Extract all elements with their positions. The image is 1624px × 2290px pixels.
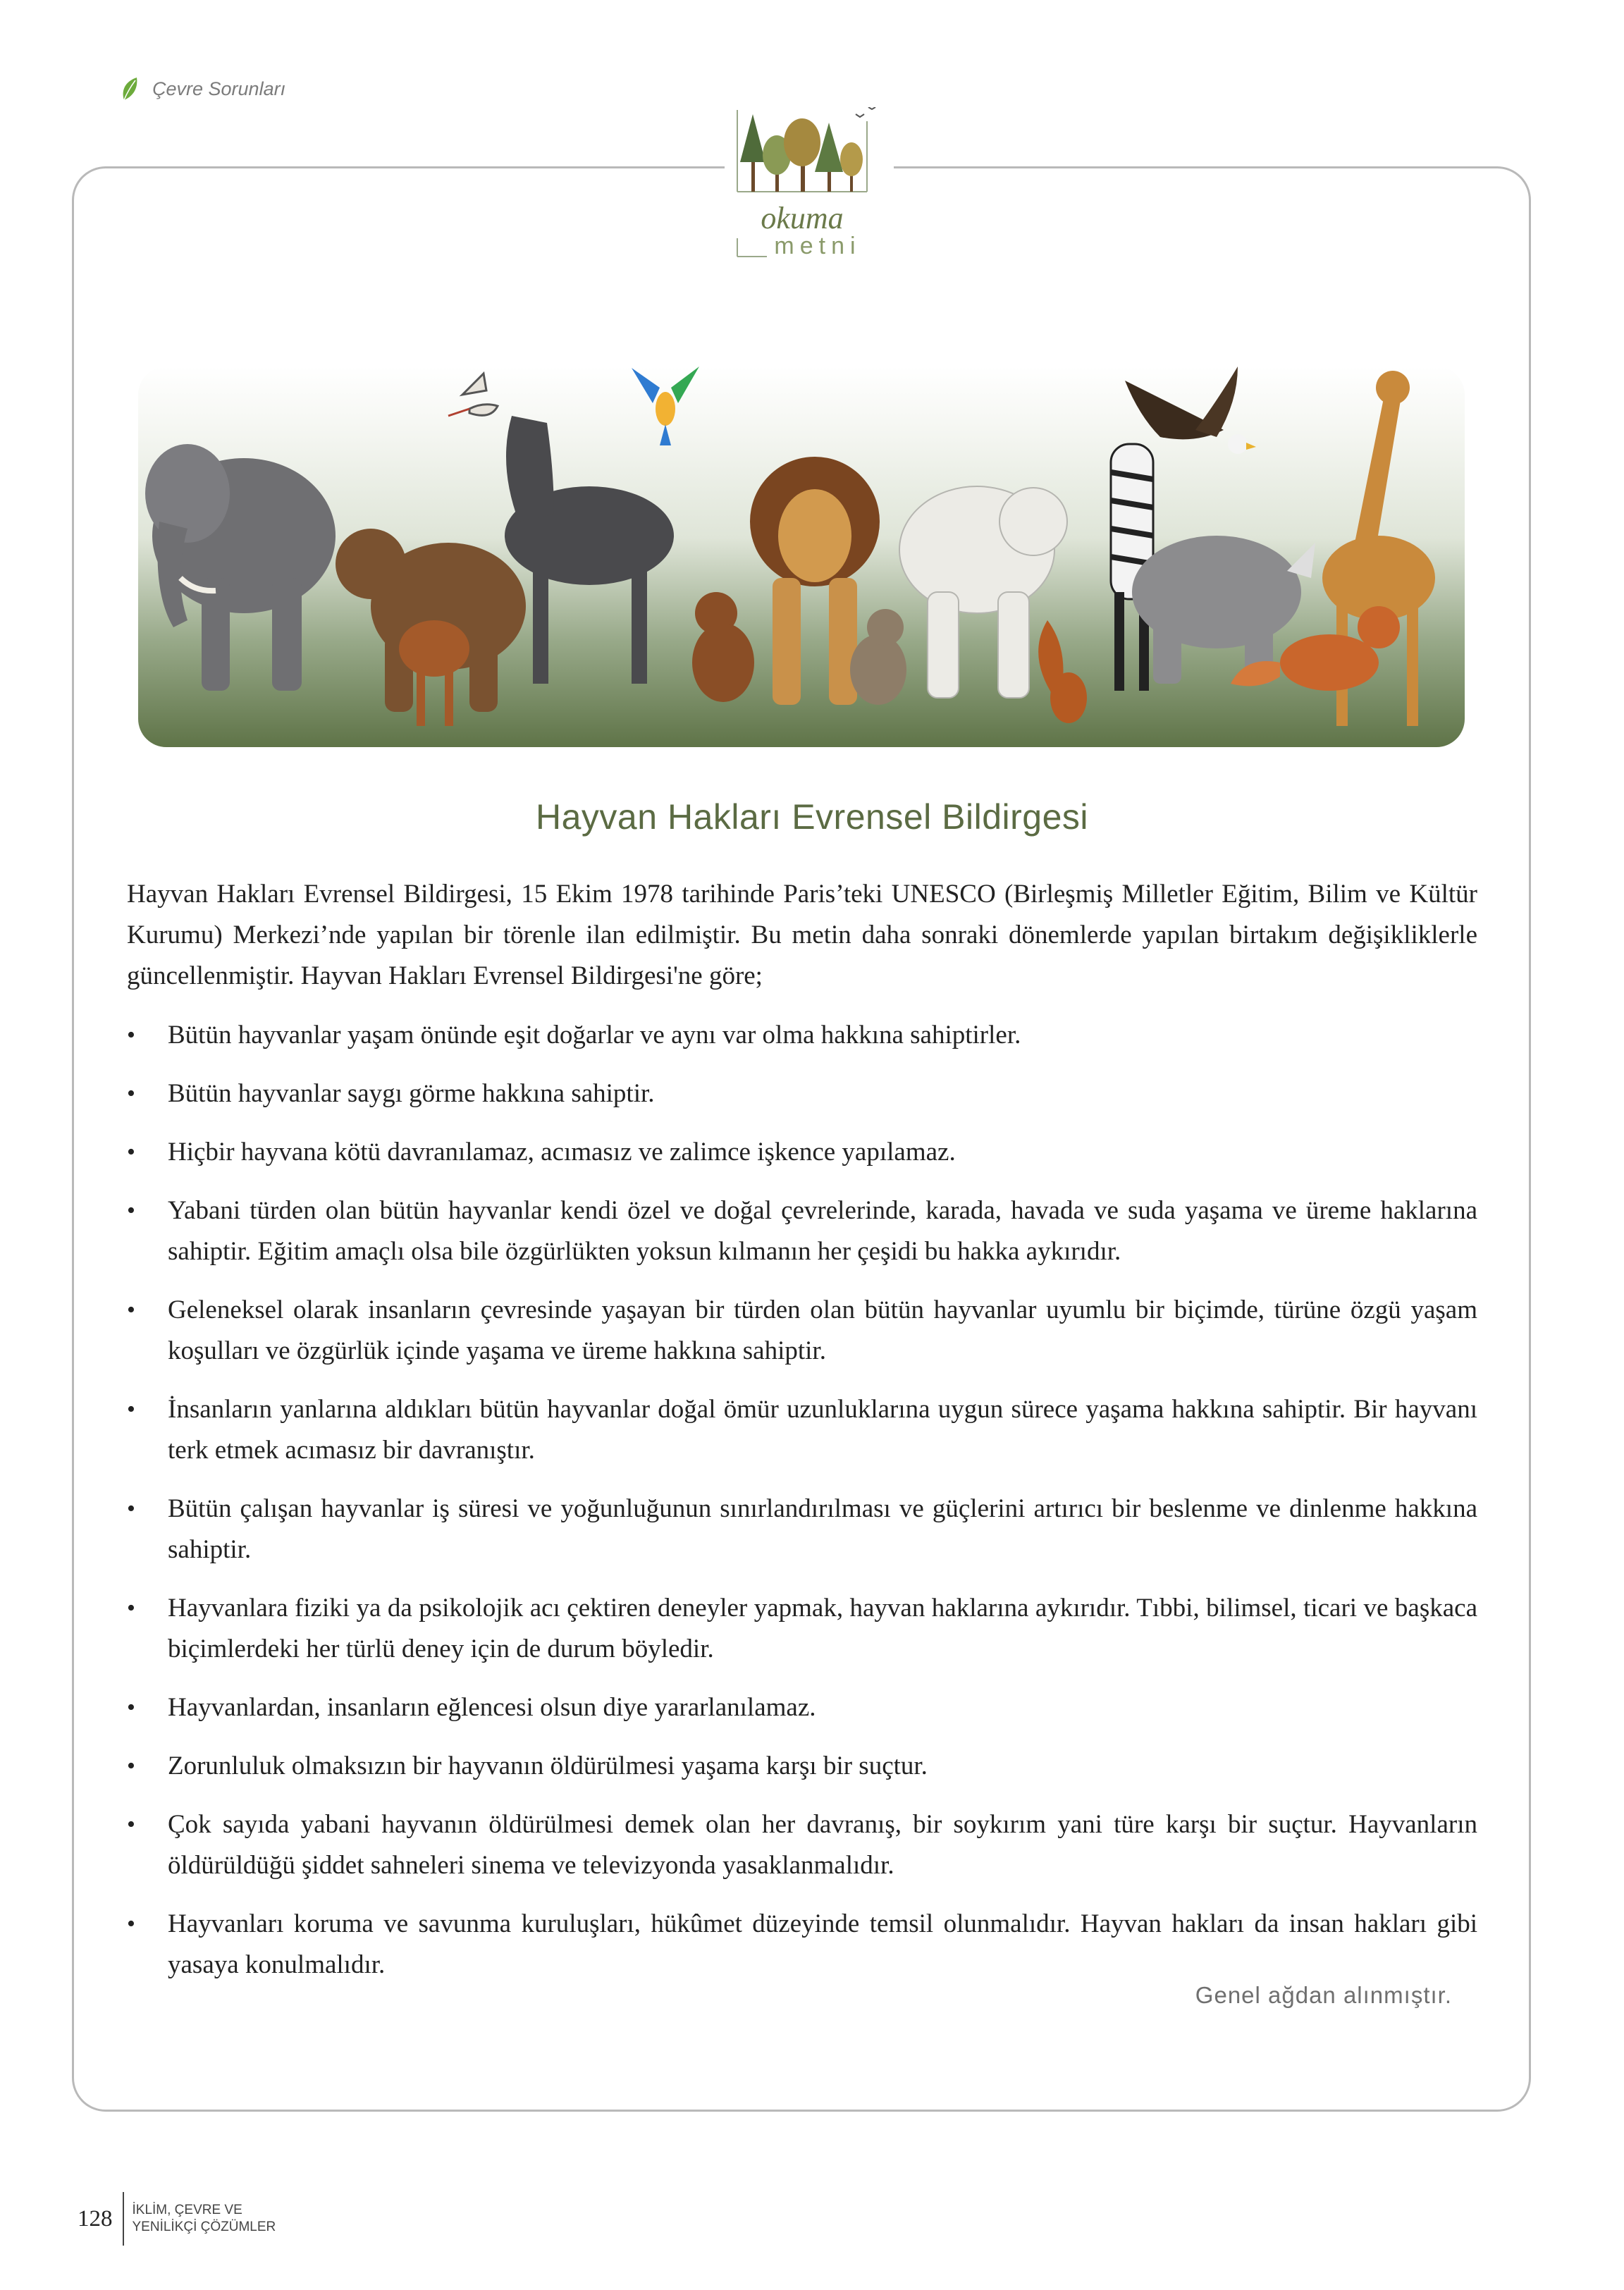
bullet: • (127, 1496, 135, 1522)
book-title (133, 2202, 276, 2236)
list-item (127, 1588, 1477, 1670)
book-title-line2: YENİLİKÇİ ÇÖZÜMLER (132, 2220, 276, 2234)
list-item (127, 1132, 1477, 1173)
bullet: • (127, 1297, 135, 1323)
bullet: • (127, 1694, 135, 1720)
bullet: • (127, 1396, 135, 1422)
monkey-icon (692, 592, 754, 702)
list-item-text: Hiçbir hayvana kötü davranılamaz, acımasız ve zalimce işkence yapılamaz. (168, 1138, 956, 1166)
section-title: Çevre Sorunları (152, 78, 286, 99)
animals-illustration (138, 367, 1465, 747)
list-item-text: Çok sayıda yabani hayvanın öldürülmesi demek olan her davranış, bir soykırım yani türe karşı bir suçtur. Hayvanların öldürüldüğü şiddet sahneleri sinema ve televizyonda yasaklanmalıdır. (168, 1810, 1477, 1880)
elephant-icon (145, 444, 336, 691)
book-title-line1: İKLİM, ÇEVRE VE (132, 2203, 242, 2217)
list-item-text: Yabani türden olan bütün hayvanlar kendi özel ve doğal çevrelerinde, karada, havada ve suda yaşama ve üreme haklarına sahiptir. Eğitim amaçlı olsa bile özgürlükten yoksun kılmanın her çeşidi bu hakka aykırıdır. (168, 1196, 1477, 1266)
list-item (127, 1190, 1477, 1272)
leaf-icon (120, 76, 140, 101)
bullet: • (127, 1911, 135, 1937)
bullet: • (127, 1081, 135, 1107)
bullet: • (127, 1595, 135, 1621)
rights-list (127, 1015, 1477, 2003)
list-item (127, 1804, 1477, 1886)
okuma-metni-logo (725, 107, 894, 273)
bullet: • (127, 1811, 135, 1837)
list-item (127, 1073, 1477, 1114)
footer-divider (123, 2192, 124, 2246)
list-item-text: Hayvanlara fiziki ya da psikolojik acı çektiren deneyler yapmak, hayvan haklarına aykırıdır. Tıbbi, bilimsel, ticari ve başkaca biçimlerdeki her türlü deney için de durum böyledir. (168, 1594, 1477, 1663)
source-note: Genel ağdan alınmıştır. (1195, 1982, 1452, 2008)
bullet: • (127, 1198, 135, 1224)
parrot-icon (632, 367, 699, 445)
intro-paragraph: Hayvan Hakları Evrensel Bildirgesi, 15 Ekim 1978 tarihinde Paris’teki UNESCO (Birleşmiş Milletler Eğitim, Bilim ve Kültür Kurumu) Merkezi’nde yapılan bir törenle ilan edilmiştir. Bu metin daha sonraki dönemlerde yapılan birtakım değişikliklerle güncellenmiştir. Hayvan Hakları Evrensel Bildirgesi'ne göre; (127, 880, 1477, 990)
list-item-text: İnsanların yanlarına aldıkları bütün hayvanlar doğal ömür uzunluklarına uygun sürece yaşama hakkına sahiptir. Bir hayvanı terk etmek acımasız bir davranıştır. (168, 1395, 1477, 1465)
bullet: • (127, 1139, 135, 1165)
page-header (120, 68, 285, 110)
bullet: • (127, 1753, 135, 1779)
list-item-text: Bütün çalışan hayvanlar iş süresi ve yoğunluğunun sınırlandırılması ve güçlerini artırıcı bir beslenme ve dinlenme hakkına sahiptir. (168, 1494, 1477, 1564)
stork-icon (448, 374, 498, 416)
list-item (127, 1389, 1477, 1471)
list-item (127, 1904, 1477, 1986)
page-number: 128 (78, 2205, 113, 2231)
squirrel-icon (1038, 620, 1087, 723)
list-item (127, 1290, 1477, 1372)
list-item-text: Geleneksel olarak insanların çevresinde yaşayan bir türden olan bütün hayvanlar uyumlu bir biçimde, türüne özgü yaşam koşulları ve özgürlük içinde yaşama ve üreme hakkına sahiptir. (168, 1295, 1477, 1365)
eagle-icon (1125, 367, 1256, 454)
logo-line2: metni (774, 233, 861, 259)
bullet: • (127, 1022, 135, 1048)
logo-line1: okuma (761, 201, 844, 235)
list-item-text: Zorunluluk olmaksızın bir hayvanın öldürülmesi yaşama karşı bir suçtur. (168, 1752, 928, 1780)
bear-icon (336, 529, 526, 712)
list-item (127, 1489, 1477, 1570)
article-title: Hayvan Hakları Evrensel Bildirgesi (536, 797, 1088, 837)
page-footer (78, 2191, 276, 2247)
tree-icon (740, 114, 863, 192)
list-item-text: Hayvanlardan, insanların eğlencesi olsun diye yararlanılamaz. (168, 1693, 816, 1722)
list-item-text: Bütün hayvanlar yaşam önünde eşit doğarlar ve aynı var olma hakkına sahiptirler. (168, 1021, 1021, 1049)
list-item-text: Bütün hayvanlar saygı görme hakkına sahiptir. (168, 1079, 655, 1108)
list-item (127, 1015, 1477, 1056)
list-item (127, 1746, 1477, 1787)
list-item-text: Hayvanları koruma ve savunma kuruluşları, hükûmet düzeyinde temsil olunmalıdır. Hayvan hakları da insan hakları gibi yasaya konulmalıdır. (168, 1909, 1477, 1979)
list-item (127, 1687, 1477, 1728)
cat-icon (850, 609, 906, 705)
horse-icon (505, 416, 674, 684)
